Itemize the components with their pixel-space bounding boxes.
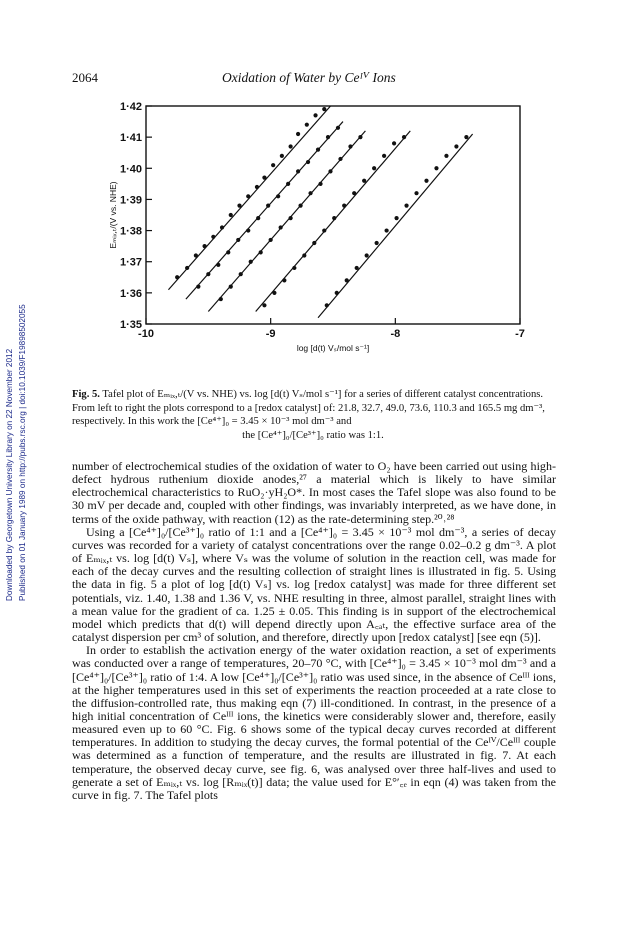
data-point: [322, 107, 326, 111]
tafel-plot: [100, 96, 540, 386]
data-point: [392, 141, 396, 145]
data-point: [292, 266, 296, 270]
y-tick-label: 1·41: [119, 132, 142, 145]
data-point: [375, 241, 379, 245]
data-point: [289, 216, 293, 220]
data-point: [269, 238, 273, 242]
data-point: [202, 244, 206, 248]
data-point: [262, 303, 266, 307]
data-point: [211, 235, 215, 239]
series-5: [318, 134, 473, 318]
data-point: [444, 154, 448, 158]
x-tick-label: -8: [390, 328, 401, 340]
data-point: [282, 278, 286, 282]
y-tick-label: 1·38: [119, 225, 142, 238]
data-point: [249, 260, 253, 264]
y-tick-label: 1·37: [119, 256, 142, 269]
data-point: [382, 154, 386, 158]
x-tick-label: -9: [265, 328, 276, 340]
caption-text-last: the [Ce⁴⁺]₀/[Ce³⁺]₀ ratio was 1:1.: [242, 429, 384, 441]
data-point: [276, 194, 280, 198]
data-point: [256, 216, 260, 220]
data-point: [194, 253, 198, 257]
data-point: [404, 204, 408, 208]
y-tick-label: 1·42: [119, 101, 142, 113]
plot-frame: [146, 106, 520, 324]
download-notice: Downloaded by Georgetown University Library on 22 November 2012: [5, 348, 14, 601]
data-point: [306, 160, 310, 164]
paragraph-1: number of electrochemical studies of the oxidation of water to O₂ have been carried out using high-defect hydrous ruthenium dioxide anodes,²⁷ a material which is likely to have similar electrochemical characteristics to RuO₂·yH₂O*. In most cases the Tafel slope was also found to be 30 mV per decade and, coupled with other findings, was invariably interpreted, as we have done, in terms of the oxide pathway, with reaction (12) as the rate-determining step.²⁰˒²⁸: [72, 459, 556, 526]
paragraph-2: Using a [Ce⁴⁺]₀/[Ce³⁺]₀ ratio of 1:1 and a [Ce⁴⁺]₀ = 3.45 × 10⁻³ mol dm⁻³, a series of decay curves was recorded for a variety of catalyst concentrations over the range 0.02–0.2 g dm⁻³. A plot of Eₘᵢₓ,ₜ vs. log [d(t) Vₛ], where Vₛ was the volume of solution in the reaction cell, was made for each of the decay curves and the resulting collection of straight lines is illustrated in fig. 5. Using the data in fig. 5 a plot of log [d(t) Vₛ] vs. log [redox catalyst] was made for three different set potentials, viz. 1.40, 1.38 and 1.36 V, vs. NHE resulting in three, almost parallel, straight lines with a mean value for the gradient of ca. 1.25 ± 0.05. This finding is in support of the electrochemical model which predicts that d(t) will depend directly upon A꜀ₐₜ, the effective surface area of the catalyst dispersion per cm³ of solution, and therefore, directly upon [redox catalyst] [see eqn (5)].: [72, 524, 556, 645]
data-point: [298, 204, 302, 208]
data-point: [352, 191, 356, 195]
data-point: [328, 169, 332, 173]
series-3: [208, 131, 365, 312]
page-number: 2064: [72, 70, 98, 85]
data-point: [279, 225, 283, 229]
data-point: [358, 135, 362, 139]
page-header: [72, 70, 552, 88]
x-tick-label: -10: [138, 328, 154, 340]
y-axis-label: Eₘᵢₓ,ₜ/(V vs. NHE): [108, 181, 118, 249]
data-point: [262, 176, 266, 180]
data-point: [280, 154, 284, 158]
data-point: [464, 135, 468, 139]
data-point: [322, 228, 326, 232]
data-point: [236, 238, 240, 242]
data-point: [239, 272, 243, 276]
data-point: [402, 135, 406, 139]
data-point: [216, 263, 220, 267]
data-point: [345, 278, 349, 282]
data-point: [348, 144, 352, 148]
fit-line: [318, 134, 473, 318]
data-point: [332, 216, 336, 220]
data-point: [325, 303, 329, 307]
data-point: [206, 272, 210, 276]
data-point: [266, 204, 270, 208]
data-point: [342, 204, 346, 208]
data-point: [454, 144, 458, 148]
running-title: Oxidation of Water by Ceᴵⱽ Ions: [222, 70, 396, 85]
data-point: [362, 179, 366, 183]
data-point: [219, 297, 223, 301]
data-point: [305, 123, 309, 127]
data-point: [272, 291, 276, 295]
data-point: [229, 285, 233, 289]
data-point: [226, 250, 230, 254]
figure-label: Fig. 5.: [72, 389, 100, 400]
data-point: [365, 253, 369, 257]
x-axis-label: log [d(t) Vₛ/mol s⁻¹]: [296, 343, 370, 353]
data-point: [246, 228, 250, 232]
data-point: [259, 250, 263, 254]
data-point: [318, 182, 322, 186]
y-tick-label: 1·40: [119, 163, 142, 176]
data-point: [355, 266, 359, 270]
y-tick-label: 1·35: [119, 319, 142, 331]
data-point: [175, 275, 179, 279]
data-point: [220, 225, 224, 229]
data-point: [326, 135, 330, 139]
data-point: [296, 132, 300, 136]
data-point: [296, 169, 300, 173]
data-point: [196, 285, 200, 289]
data-point: [385, 228, 389, 232]
doi-notice: Published on 01 January 1989 on http://pubs.rsc.org | doi:10.1039/F19898502055: [18, 304, 27, 601]
data-point: [424, 179, 428, 183]
fit-line: [256, 131, 411, 312]
data-point: [302, 253, 306, 257]
data-point: [336, 126, 340, 130]
data-point: [255, 185, 259, 189]
data-point: [289, 144, 293, 148]
data-point: [271, 163, 275, 167]
data-point: [372, 166, 376, 170]
data-point: [229, 213, 233, 217]
y-tick-label: 1·36: [119, 287, 142, 300]
data-point: [286, 182, 290, 186]
caption-text: Tafel plot of Eₘᵢₓ,ₜ/(V vs. NHE) vs. log [d(t) Vₛ/mol s⁻¹] for a series of different catalyst concentrations. From left to right the plots correspond to a [redox catalyst] of: 21.8, 32.7, 49.0, 73.6, 110.3 and 165.5 mg dm⁻³, respectively. In this work the [Ce⁴⁺]₀ = 3.45 × 10⁻³ mol dm⁻³ and: [72, 389, 545, 428]
data-point: [246, 194, 250, 198]
data-point: [335, 291, 339, 295]
series-4: [256, 131, 411, 312]
data-point: [185, 266, 189, 270]
data-point: [312, 241, 316, 245]
x-tick-label: -7: [515, 328, 525, 340]
data-point: [338, 157, 342, 161]
data-point: [394, 216, 398, 220]
series-2: [186, 122, 343, 300]
data-point: [434, 166, 438, 170]
paragraph-3: In order to establish the activation energy of the water oxidation reaction, a set of experiments was conducted over a range of temperatures, 20–70 °C, with [Ce⁴⁺]₀ = 3.45 × 10⁻³ mol dm⁻³ and a [Ce⁴⁺]₀/[Ce³⁺]₀ ratio of 1:4. A low [Ce⁴⁺]₀/[Ce³⁺]₀ ratio was used since, in the absence of Ceᴵᴵᴵ ions, at the higher temperatures used in this set of experiments the reaction proceeded at a rate close to the diffusion-controlled rate, thus making eqn (7) ill-conditioned. In contrast, in the presence of a high initial concentration of Ceᴵᴵᴵ ions, the kinetics were considerably slower and, therefore, easily measured even up to 60 °C. Fig. 6 shows some of the typical decay curves recorded at different temperatures. In addition to studying the decay curves, the formal potential of the Ceᴵⱽ/Ceᴵᴵᴵ couple was determined as a function of temperature, and the results are illustrated in fig. 7. At each temperature, the observed decay curve, see fig. 6, was analysed over three half-lives and used to generate a set of Eₘᵢₓ,ₜ vs. log [Rₘᵢₓ(t)] data; the value used for E°′꜀ₑ in eqn (4) was taken from the curve in fig. 7. The Tafel plots: [72, 643, 556, 802]
data-point: [313, 113, 317, 117]
data-point: [237, 204, 241, 208]
data-point: [316, 148, 320, 152]
y-tick-label: 1·39: [119, 194, 142, 207]
body-text: [72, 460, 556, 802]
data-point: [308, 191, 312, 195]
data-point: [414, 191, 418, 195]
figure-caption: [72, 388, 554, 442]
